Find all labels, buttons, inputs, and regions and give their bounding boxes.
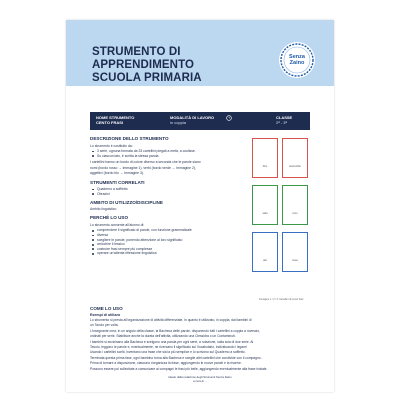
list-item: comprendere il significato di parole, con funzione grammaticale (90, 228, 240, 233)
related-tools-section (90, 180, 240, 197)
word-card: rosso (282, 232, 308, 272)
section-subheading: Esempi di utilizzo (90, 313, 121, 317)
section-heading: STRUMENTI CORRELATI (90, 179, 145, 185)
word-card: corre (282, 185, 308, 225)
main-content (90, 136, 240, 260)
card-pair-nouns (250, 138, 312, 182)
class-cell: CLASSE 2ª - 3ª (276, 115, 293, 125)
document-page (66, 20, 334, 392)
tool-name-cell: NOME STRUMENTO CENTO FRASI (96, 115, 135, 125)
why-section: PERCHÉ LO USO Lo strumento consente all'alunno di: comprendere il significato di parole, con funzione grammaticale diversa scegliere le parole, ponendo attenzione al loro significato arricchire il lessico costruire frasi sempre più complesse operare un'attenta riflessione linguistica (90, 215, 240, 256)
card-pair-verbs (250, 185, 312, 229)
list-item: Su ciascun lato, è scritta la stessa parola. (90, 154, 240, 159)
usage-section: COME LO USO Esempi di utilizzo Lo strumento si presta all'organizzazione di attività differenziate, in quanto è utilizzato, in coppia, dai bambini di un Tavolo per volta. L'insegnante crea, in un angolo della classe, la Bacheca delle parole, disponendo tutti i cartellini a coppia a rovescio, ordinati per serie. Stabilisce anche la durata dell'attività, utilizzando una Clessidra o un Contaminuti. I bambini si avvicinano alla Bacheca e scelgono una parola per ogni serie, a rotazione, sulla scia di due serie. Al Tavolo, leggono le parole e, eventualmente, ne ricercano il significato sul Vocabolario, individuando i legami Usando i cartellini scelti, inventano una frase che sia la più semplice e lo scrivono sul Quaderno a soffietto. Terminata questa prima fase, ogni bambino torna alla Bacheca e sceglie altri cartellini che condivide con il compagno. Prima di tornare a disposizione, ciascuno riorganizza la frase, aggiungendo le nuove parole e la riscrive. Possono essere poi sollecitate a comunicare ai compagni le frasi più belle, aggiungendo eventualmente alla frase iniziale. (90, 306, 312, 372)
scope-section: AMBITO DI UTILIZZO/DISCIPLINE Ambito linguistico (90, 200, 240, 212)
bullet-list (90, 149, 240, 158)
image-caption: Immagine 1 / 2 / 3: Cartellini di Cento frasi (258, 298, 304, 301)
tool-info-bar (90, 112, 310, 130)
list-item: Quaderno a soffietto (90, 187, 240, 192)
section-heading: DESCRIZIONE DELLO STRUMENTO (90, 136, 169, 141)
word-card: alto (252, 232, 278, 272)
bullet-list (90, 187, 240, 196)
page-title (92, 46, 282, 85)
word-card: automobile (282, 138, 308, 178)
section-heading: COME LO USO (90, 306, 123, 311)
list-item: scegliere le parole, ponendo attenzione al loro significato (90, 238, 240, 243)
clock-icon (226, 115, 232, 121)
list-item: operare un'attenta riflessione linguistica (90, 251, 240, 256)
word-card: libro (252, 138, 278, 178)
description-section: DESCRIZIONE DELLO STRUMENTO Lo strumento è costituito da: 3 serie, ognuna formata da 33 cartellini piegati a metà, a coulisse. Su ciascun lato, è scritta la stessa parola. I cartellini hanno un bordo di colore diverso a seconda che le parole siano nomi (bordo rosso → Immagine 1), verbi (bordo verde → Immagine 2), aggettivi (bordo blu → Immagine 3). (90, 136, 240, 176)
bullet-list (90, 228, 240, 256)
list-item: arricchire il lessico (90, 242, 240, 247)
list-item: Obrazini (90, 192, 240, 197)
section-heading: AMBITO DI UTILIZZO/DISCIPLINE (90, 199, 163, 205)
page-footer: Ideato dalla redazione degli Strumenti Senza Zaino a cura di ... (168, 375, 232, 383)
work-mode-cell: MODALITÀ DI LAVORO in coppia (170, 115, 215, 125)
senza-zaino-logo (279, 42, 315, 78)
list-item: diversa (90, 233, 240, 238)
title-line-2: SCUOLA PRIMARIA (92, 72, 202, 84)
header-banner (66, 20, 334, 86)
list-item: costruire frasi sempre più complesse (90, 247, 240, 252)
card-illustrations (250, 138, 312, 301)
list-item: 3 serie, ognuna formata da 33 cartellini piegati a metà, a coulisse. (90, 149, 240, 154)
section-heading: PERCHÉ LO USO (90, 215, 129, 221)
title-line-1: STRUMENTO DI APPRENDIMENTO (92, 46, 195, 71)
word-card: salta (252, 185, 278, 225)
logo-text: Senza Zaino (289, 54, 305, 66)
card-pair-adjectives (250, 232, 312, 276)
